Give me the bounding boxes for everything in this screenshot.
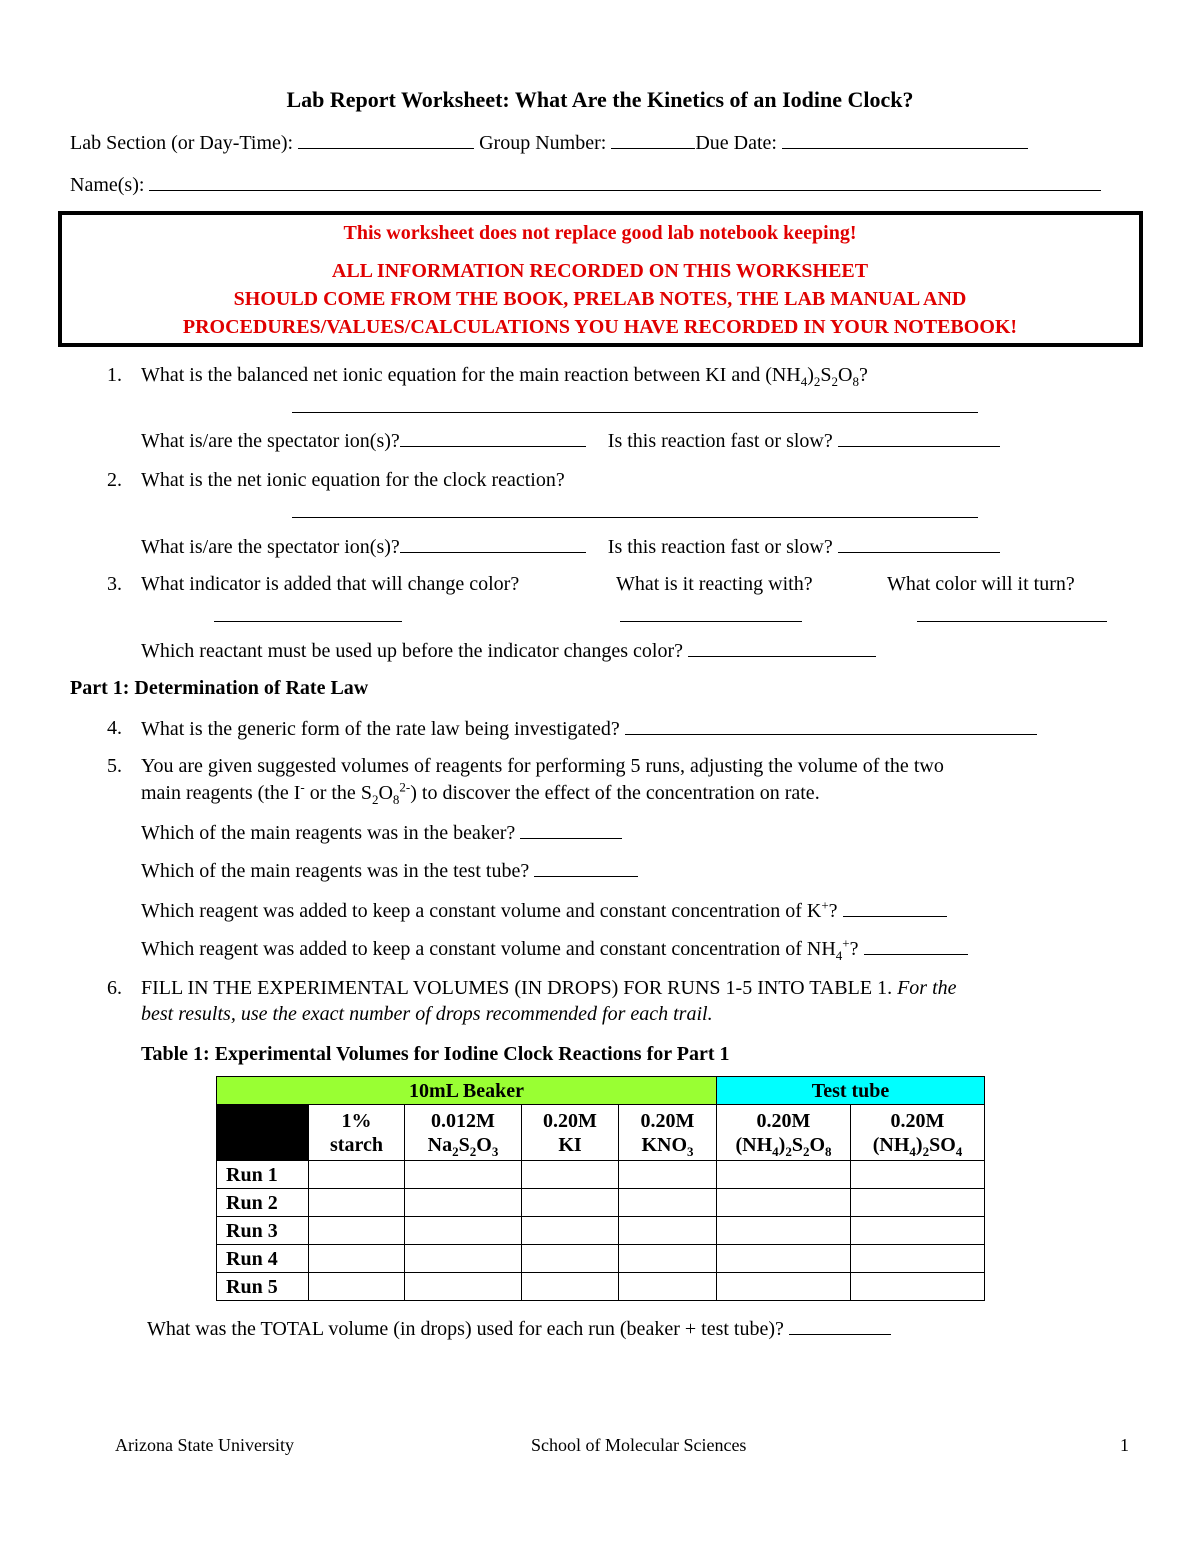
question-1-followup <box>141 428 1000 453</box>
indicator-question: What indicator is added that will change color? <box>141 573 520 595</box>
beaker-field[interactable] <box>520 820 622 839</box>
reacting-question: What is it reacting with? <box>616 573 813 595</box>
table-cell[interactable] <box>405 1189 522 1217</box>
table-caption: Table 1: Experimental Volumes for Iodine Clock Reactions for Part 1 <box>141 1043 730 1065</box>
question-2-text: What is the net ionic equation for the clock reaction? <box>141 469 565 491</box>
col-starch-conc: 1% <box>341 1109 372 1132</box>
q5-text-c: ) to discover the effect of the concentration on rate. <box>410 782 820 804</box>
names-field[interactable] <box>149 172 1101 191</box>
question-5-line-1: You are given suggested volumes of reagents for performing 5 runs, adjusting the volume of the two <box>141 755 944 777</box>
speed-field[interactable] <box>838 534 1000 553</box>
color-field[interactable] <box>917 621 1107 622</box>
table-cell[interactable] <box>309 1189 405 1217</box>
rate-law-field[interactable] <box>625 716 1037 735</box>
col-ki-conc: 0.20M <box>543 1109 597 1132</box>
column-header-kno3: 0.20M $KNO_3$ <box>619 1105 717 1161</box>
table-cell[interactable] <box>522 1161 619 1189</box>
q5-text-a: main reagents (the I <box>141 782 301 804</box>
beaker-question: Which of the main reagents was in the beaker? <box>141 822 516 844</box>
footer-school: School of Molecular Sciences <box>531 1435 747 1455</box>
header-fields-row <box>70 130 1028 155</box>
experimental-volumes-table <box>216 1076 985 1301</box>
row-label: Run 5 <box>217 1273 309 1301</box>
column-header-starch <box>309 1105 405 1161</box>
column-header-ki <box>522 1105 619 1161</box>
table-cell[interactable] <box>522 1189 619 1217</box>
question-6-line-1 <box>141 976 957 1000</box>
table-cell[interactable] <box>309 1273 405 1301</box>
names-row <box>70 172 1101 197</box>
table-row <box>217 1189 985 1217</box>
row-label: Run 3 <box>217 1217 309 1245</box>
table-row <box>217 1245 985 1273</box>
potassium-question: Which reagent was added to keep a constant volume and constant concentration of K <box>141 900 822 922</box>
notice-line-4: PROCEDURES/VALUES/CALCULATIONS YOU HAVE RECORDED IN YOUR NOTEBOOK! <box>182 316 1018 338</box>
notice-line-1: This worksheet does not replace good lab notebook keeping! <box>343 222 857 244</box>
column-header-persulfate: 0.20M $(NH_4)_2S_2O_8$ <box>717 1105 851 1161</box>
spectator-label: What is/are the spectator ion(s)? <box>141 430 400 452</box>
spectator-label: What is/are the spectator ion(s)? <box>141 536 400 558</box>
col-ki-name: KI <box>558 1133 582 1156</box>
footer-page-number: 1 <box>1120 1435 1129 1455</box>
ammonium-question-row: Which reagent was added to keep a constant volume and constant concentration of $NH_4^+$? <box>141 936 968 961</box>
group-number-label: Group Number: <box>479 132 607 154</box>
reactant-question-row <box>141 638 876 663</box>
table-cell[interactable] <box>405 1273 522 1301</box>
notice-line-3: SHOULD COME FROM THE BOOK, PRELAB NOTES, THE LAB MANUAL AND <box>233 288 967 310</box>
table-cell[interactable] <box>619 1273 717 1301</box>
table-cell[interactable] <box>522 1273 619 1301</box>
table-cell[interactable] <box>851 1273 985 1301</box>
table-cell[interactable] <box>405 1217 522 1245</box>
table-cell[interactable] <box>522 1217 619 1245</box>
col-persulfate-conc: 0.20M <box>756 1109 811 1132</box>
question-number: 3. <box>107 573 122 595</box>
table-cell[interactable] <box>717 1189 851 1217</box>
tube-field[interactable] <box>534 858 638 877</box>
question-5-line-2: main reagents (the I- or the $S_2O_8^{2-}$) to discover the effect of the concentration on rate. <box>141 779 820 807</box>
part-1-heading: Part 1: Determination of Rate Law <box>70 677 369 699</box>
reactant-question: Which reactant must be used up before the indicator changes color? <box>141 640 684 662</box>
table-cell[interactable] <box>619 1217 717 1245</box>
ammonium-question: Which reagent was added to keep a constant volume and constant concentration of NH <box>141 938 836 960</box>
names-label: Name(s): <box>70 174 145 196</box>
total-volume-question: What was the TOTAL volume (in drops) used for each run (beaker + test tube)? <box>147 1318 784 1340</box>
lab-section-label: Lab Section (or Day-Time): <box>70 132 294 154</box>
spectator-field[interactable] <box>400 534 586 553</box>
q6-text: FILL IN THE EXPERIMENTAL VOLUMES (IN DROPS) FOR RUNS 1-5 INTO TABLE 1. <box>141 977 893 999</box>
table-cell[interactable] <box>717 1245 851 1273</box>
color-question: What color will it turn? <box>887 573 1075 595</box>
table-cell[interactable] <box>619 1245 717 1273</box>
column-header-ammonium-sulfate: 0.20M $(NH_4)_2SO_4$ <box>851 1105 985 1161</box>
col-ammonium-sulfate-conc: 0.20M <box>890 1109 945 1132</box>
notice-line-2: ALL INFORMATION RECORDED ON THIS WORKSHEET <box>331 260 869 282</box>
ammonium-field[interactable] <box>864 936 968 955</box>
table-cell[interactable] <box>717 1217 851 1245</box>
table-cell[interactable] <box>851 1217 985 1245</box>
row-label: Run 4 <box>217 1245 309 1273</box>
page-title: Lab Report Worksheet: What Are the Kinetics of an Iodine Clock? <box>286 87 914 112</box>
col-thiosulfate-conc: 0.012M <box>431 1109 495 1132</box>
table-cell[interactable] <box>405 1245 522 1273</box>
tube-question-row <box>141 858 638 883</box>
question-2-followup <box>141 534 1000 559</box>
question-1-main: What is the balanced net ionic equation for the main reaction between KI and (NH <box>141 364 801 386</box>
column-header-thiosulfate: 0.012M $Na_2S_2O_3$ <box>405 1105 522 1161</box>
question-number: 6. <box>107 977 122 999</box>
question-1-answer-line[interactable] <box>292 412 978 413</box>
reacting-field[interactable] <box>620 621 802 622</box>
footer-university: Arizona State University <box>115 1435 294 1455</box>
corner-cell <box>217 1105 309 1161</box>
due-date-field[interactable] <box>782 130 1028 149</box>
table-cell[interactable] <box>619 1189 717 1217</box>
spectator-field[interactable] <box>400 428 586 447</box>
q5-text-b: or the S <box>304 782 372 804</box>
due-date-label: Due Date: <box>695 132 777 154</box>
rate-law-row <box>141 716 1037 741</box>
table-cell[interactable] <box>851 1189 985 1217</box>
speed-label: Is this reaction fast or slow? <box>607 430 833 452</box>
table-cell[interactable] <box>717 1273 851 1301</box>
beaker-question-row <box>141 820 622 845</box>
total-volume-row <box>147 1316 891 1341</box>
row-label: Run 1 <box>217 1161 309 1189</box>
speed-label: Is this reaction fast or slow? <box>607 536 833 558</box>
question-1-text: What is the balanced net ionic equation for the main reaction between KI and $(NH_4)_2S_2O_8$? <box>141 364 868 389</box>
table-cell[interactable] <box>522 1245 619 1273</box>
group-header-beaker: 10mL Beaker <box>217 1077 717 1105</box>
table-cell[interactable] <box>619 1161 717 1189</box>
group-number-field[interactable] <box>611 130 695 149</box>
question-number: 5. <box>107 755 122 777</box>
table-cell[interactable] <box>717 1161 851 1189</box>
indicator-field[interactable] <box>214 621 402 622</box>
question-number: 4. <box>107 717 122 739</box>
table-cell[interactable] <box>851 1161 985 1189</box>
table-cell[interactable] <box>309 1161 405 1189</box>
group-header-test-tube: Test tube <box>717 1077 985 1105</box>
potassium-question-row: Which reagent was added to keep a constant volume and constant concentration of K+? <box>141 898 947 923</box>
col-kno3-conc: 0.20M <box>640 1109 695 1132</box>
speed-field[interactable] <box>838 428 1000 447</box>
table-cell[interactable] <box>405 1161 522 1189</box>
total-volume-field[interactable] <box>789 1316 891 1335</box>
table-row <box>217 1161 985 1189</box>
potassium-field[interactable] <box>843 898 947 917</box>
lab-section-field[interactable] <box>298 130 474 149</box>
tube-question: Which of the main reagents was in the test tube? <box>141 860 530 882</box>
table-row <box>217 1217 985 1245</box>
reactant-field[interactable] <box>688 638 876 657</box>
q6-italic-b: best results, use the exact number of drops recommended for each trail <box>141 1003 708 1025</box>
table-cell[interactable] <box>309 1217 405 1245</box>
question-2-answer-line[interactable] <box>292 517 978 518</box>
q6-italic-a: For the <box>897 977 957 999</box>
rate-law-question: What is the generic form of the rate law being investigated? <box>141 718 620 740</box>
table-row <box>217 1273 985 1301</box>
question-6-line-2: best results, use the exact number of drops recommended for each trail. <box>141 1003 713 1025</box>
col-starch-name: starch <box>330 1133 383 1156</box>
table-cell[interactable] <box>851 1245 985 1273</box>
row-label: Run 2 <box>217 1189 309 1217</box>
table-cell[interactable] <box>309 1245 405 1273</box>
question-number: 1. <box>107 364 122 386</box>
question-number: 2. <box>107 469 122 491</box>
